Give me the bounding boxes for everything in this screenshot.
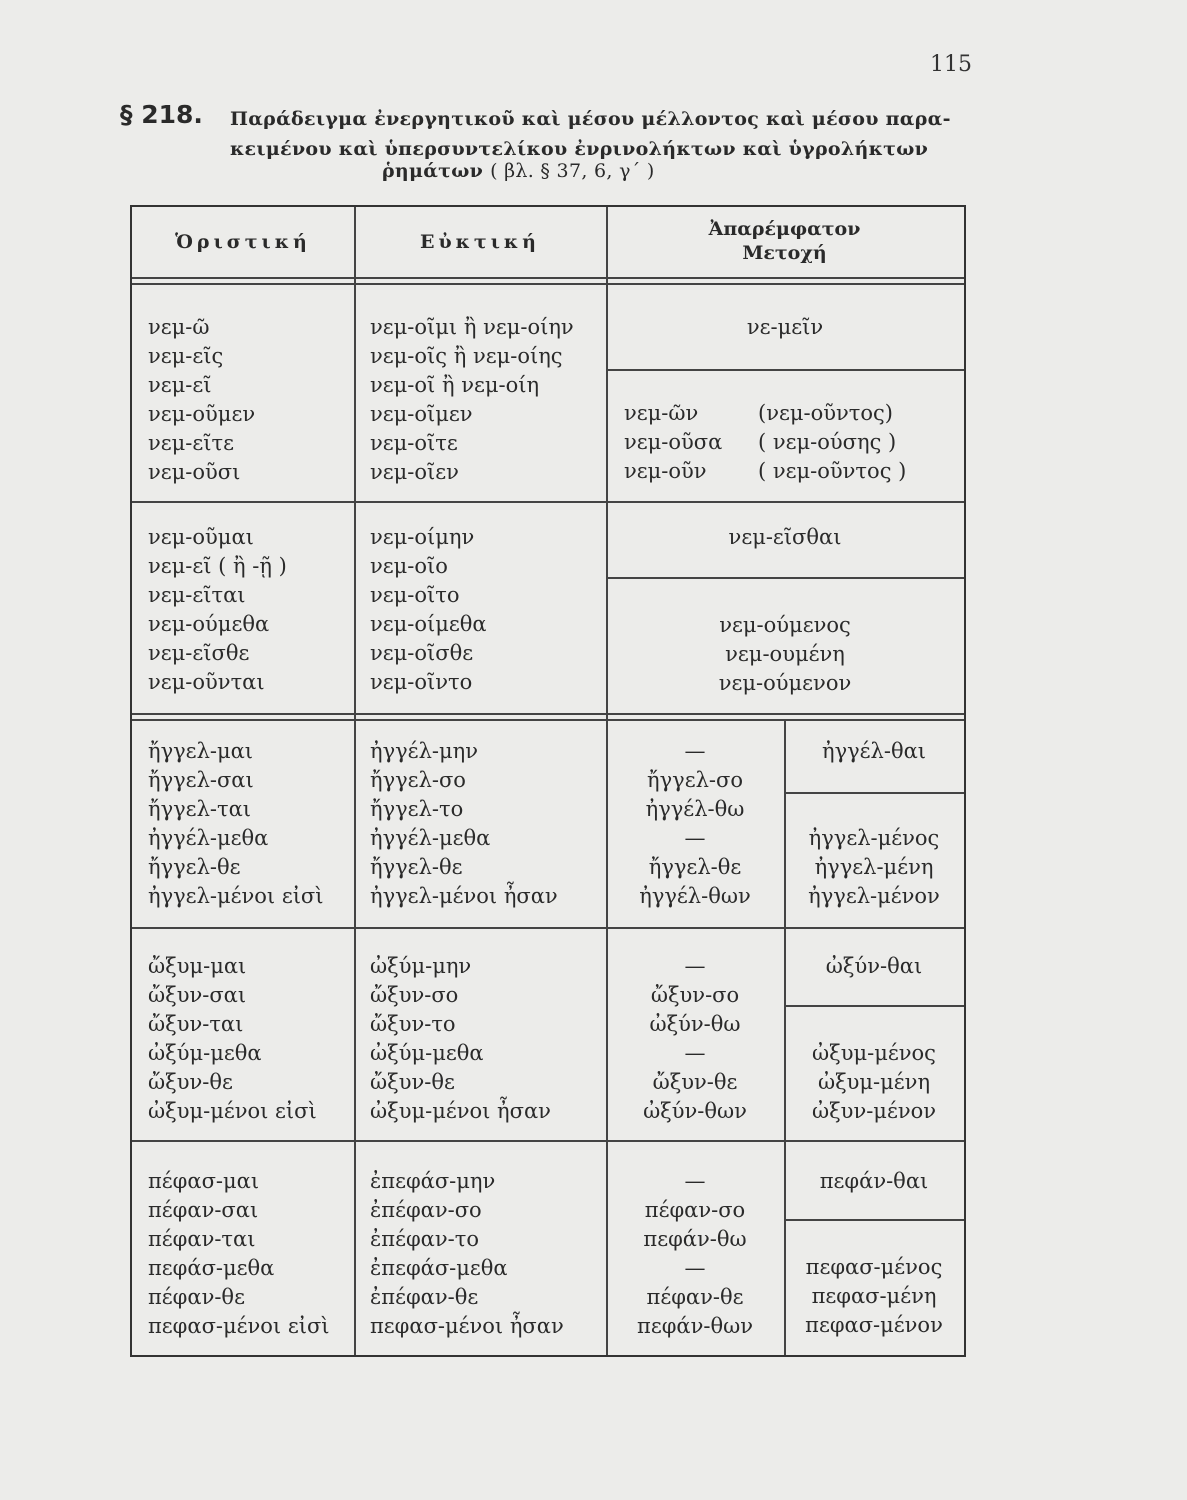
form: πεφασ-μένον (805, 1313, 943, 1337)
form: πέφασ-μαι (148, 1169, 260, 1193)
form: πεφασ-μένη (811, 1284, 937, 1308)
block-5-infinitive: πεφάν-θαι (819, 1169, 929, 1193)
form: ἠγγελ-μένον (808, 884, 940, 908)
column-header-infinitive-participle (607, 217, 962, 265)
form: πεφάσ-μεθα (148, 1256, 275, 1280)
section-number: § 218. (120, 100, 203, 129)
form: νεμ-οῦμεν (148, 402, 256, 426)
block-3-imperative (606, 737, 784, 911)
form: ἠγγελ-μένοι ἦσαν (370, 884, 558, 908)
block-4-infinitive: ὠξύν-θαι (825, 954, 923, 978)
heading-line-1: Παράδειγμα ἐνεργητικοῦ καὶ μέσου μέλλοντος καὶ μέσου παρα- (230, 108, 951, 130)
form: ὤξυν-το (370, 1012, 456, 1036)
form: ὤξυν-ται (148, 1012, 244, 1036)
block-5-participle (784, 1253, 964, 1340)
form: ἤγγελ-μαι (148, 739, 254, 763)
heading-line-3-main: ῥημάτων (382, 160, 484, 182)
form: νεμ-εῖται (148, 583, 246, 607)
block-3-participle (784, 824, 964, 911)
form: πέφαν-σο (644, 1198, 746, 1222)
form: — (684, 826, 706, 850)
form: ἠγγέλ-μην (370, 739, 478, 763)
form: νεμ-εῖσθε (148, 641, 250, 665)
form: ἤγγελ-σο (370, 768, 466, 792)
block-3-indicative (148, 737, 324, 911)
form: νεμ-οῖτε (370, 431, 458, 455)
form: — (684, 739, 706, 763)
form: ( νεμ-ούσης ) (758, 430, 897, 454)
form: ἠγγέλ-θων (639, 884, 751, 908)
form: νεμ-οῖο (370, 554, 448, 578)
form: νεμ-οῦμαι (148, 525, 254, 549)
form: νεμ-οῦνται (148, 670, 265, 694)
form: νεμ-ούμενος (719, 613, 851, 637)
form: νεμ-οῖμι ἢ νεμ-οίην (370, 315, 574, 339)
form: πέφαν-θε (646, 1285, 744, 1309)
form: νεμ-οῖτο (370, 583, 460, 607)
form: ὠξύμ-μεθα (370, 1041, 484, 1065)
form: νεμ-οῖντο (370, 670, 473, 694)
form: ἤγγελ-θε (648, 855, 742, 879)
form: πεφάν-θων (637, 1314, 753, 1338)
conjugation-table (130, 205, 966, 1357)
block-1-participle-forms (624, 399, 722, 486)
form: νεμ-οῦν (624, 459, 707, 483)
form: ἐπεφάσ-μην (370, 1169, 496, 1193)
form: πέφαν-θε (148, 1285, 245, 1309)
block-4-indicative (148, 952, 317, 1126)
form: νεμ-εῖ ( ἢ -ῇ ) (148, 554, 287, 578)
heading-line-3 (382, 160, 655, 182)
form: νεμ-οῖμεν (370, 402, 473, 426)
form: ὤξυν-θε (148, 1070, 233, 1094)
form: ὠξύν-θων (643, 1099, 747, 1123)
form: ὠξυμ-μένη (817, 1070, 931, 1094)
page-number: 115 (930, 52, 972, 77)
form: ὠξύμ-μεθα (148, 1041, 262, 1065)
form: ἠγγέλ-μεθα (370, 826, 491, 850)
block-1-participle-genitives (758, 399, 906, 486)
form: ἤγγελ-το (370, 797, 464, 821)
form: ἤγγελ-θε (370, 855, 463, 879)
heading-reference: ( βλ. § 37, 6, γ΄ ) (490, 160, 655, 182)
form: — (684, 1169, 706, 1193)
form: νεμ-οῖεν (370, 460, 459, 484)
form: νεμ-οῦσα (624, 430, 723, 454)
form: νεμ-ούμεθα (148, 612, 270, 636)
column-header-participle: Μετοχή (742, 242, 827, 264)
form: ( νεμ-οῦντος ) (758, 459, 907, 483)
form: νεμ-ῶ (148, 315, 210, 339)
block-4-participle (784, 1039, 964, 1126)
form: ἠγγέλ-θω (645, 797, 745, 821)
form: ἠγγέλ-μεθα (148, 826, 269, 850)
block-5-optative (370, 1167, 564, 1341)
form: νεμ-οίμεθα (370, 612, 487, 636)
block-4-optative (370, 952, 551, 1126)
form: νεμ-οῖ ἢ νεμ-οίη (370, 373, 540, 397)
form: νεμ-οῖς ἢ νεμ-οίης (370, 344, 563, 368)
block-5-indicative (148, 1167, 330, 1341)
form: νεμ-οίμην (370, 525, 475, 549)
form: ἤγγελ-ται (148, 797, 252, 821)
form: ἐπέφαν-θε (370, 1285, 479, 1309)
form: νεμ-εῖ (148, 373, 212, 397)
block-1-optative (370, 313, 574, 487)
form: ὠξυμ-μένος (812, 1041, 936, 1065)
form: πεφασ-μένοι ἦσαν (370, 1314, 564, 1338)
heading-line-2: κειμένου καὶ ὑπερσυντελίκου ἐνρινολήκτων καὶ ὑγρολήκτων (230, 138, 929, 160)
form: ὤξυν-σο (370, 983, 459, 1007)
column-header-indicative: Ὁριστική (175, 231, 311, 253)
block-2-infinitive: νεμ-εῖσθαι (728, 525, 842, 549)
form: ἠγγελ-μένοι εἰσὶ (148, 884, 324, 908)
form: ὤξυν-θε (652, 1070, 738, 1094)
form: νεμ-ῶν (624, 401, 699, 425)
form: νεμ-ουμένη (725, 642, 845, 666)
form: ἠγγελ-μένη (814, 855, 934, 879)
block-4-imperative (606, 952, 784, 1126)
column-header-infinitive: Ἀπαρέμφατον (708, 218, 861, 240)
block-1-infinitive: νε-μεῖν (746, 315, 824, 339)
block-3-optative (370, 737, 558, 911)
form: ὠξύν-θω (649, 1012, 741, 1036)
form: νεμ-εῖτε (148, 431, 234, 455)
form: πέφαν-σαι (148, 1198, 259, 1222)
form: νεμ-εῖς (148, 344, 224, 368)
block-5-imperative (606, 1167, 784, 1341)
form: πεφασ-μένοι εἰσὶ (148, 1314, 330, 1338)
form: ἤγγελ-σαι (148, 768, 254, 792)
column-header-optative: Εὐκτική (420, 231, 540, 253)
form: ἠγγελ-μένος (808, 826, 940, 850)
form: — (684, 954, 706, 978)
block-2-participle (606, 611, 964, 698)
form: ὤξυν-θε (370, 1070, 455, 1094)
form: πέφαν-ται (148, 1227, 256, 1251)
form: ὠξυμ-μένοι εἰσὶ (148, 1099, 317, 1123)
form: — (684, 1256, 706, 1280)
form: — (684, 1041, 706, 1065)
form: πεφασ-μένος (805, 1255, 943, 1279)
form: ὠξυν-μένον (811, 1099, 937, 1123)
block-2-optative (370, 523, 487, 697)
form: ἐπέφαν-το (370, 1227, 479, 1251)
form: ἐπέφαν-σο (370, 1198, 482, 1222)
form: ὤξυν-σο (650, 983, 740, 1007)
form: ἤγγελ-θε (148, 855, 241, 879)
form: ὠξύμ-μην (370, 954, 472, 978)
form: πεφάν-θω (643, 1227, 747, 1251)
form: ὠξυμ-μένοι ἦσαν (370, 1099, 551, 1123)
block-3-infinitive: ἠγγέλ-θαι (821, 739, 927, 763)
form: ἤγγελ-σο (647, 768, 743, 792)
block-2-indicative (148, 523, 287, 697)
form: ἐπεφάσ-μεθα (370, 1256, 508, 1280)
form: (νεμ-οῦντος) (758, 401, 893, 425)
form: νεμ-ούμενον (718, 671, 852, 695)
form: νεμ-οῖσθε (370, 641, 474, 665)
form: ὤξυν-σαι (148, 983, 247, 1007)
form: ὤξυμ-μαι (148, 954, 247, 978)
form: νεμ-οῦσι (148, 460, 241, 484)
block-1-indicative (148, 313, 255, 487)
